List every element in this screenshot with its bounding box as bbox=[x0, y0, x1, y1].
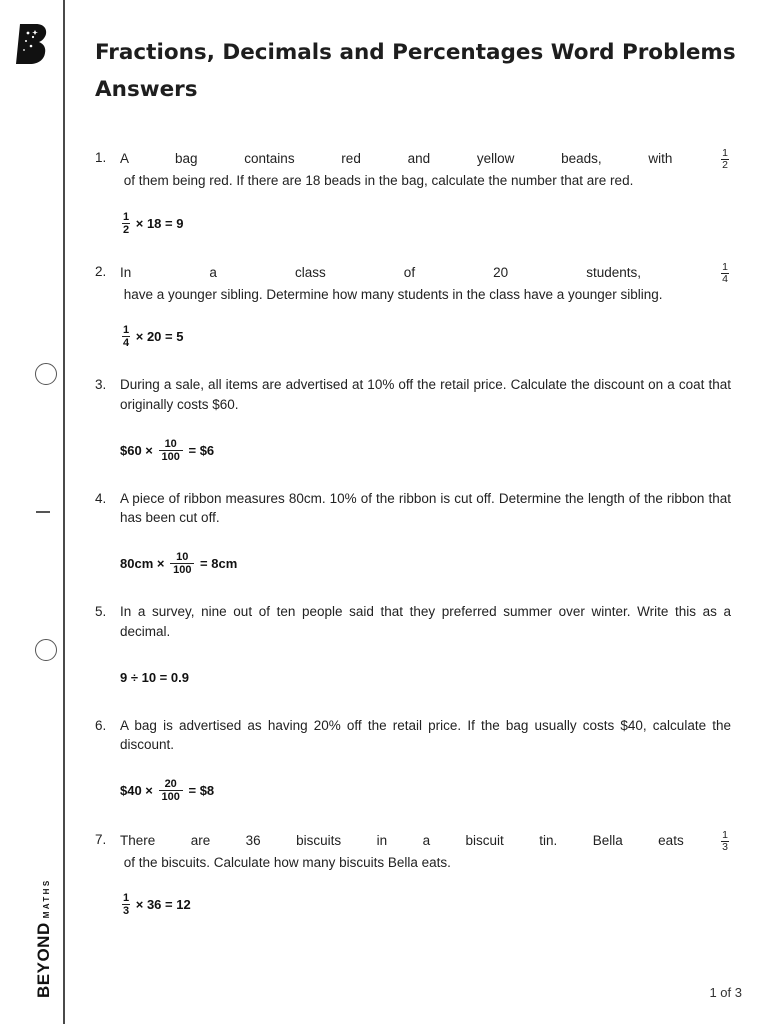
brand-sub: MATHS bbox=[42, 878, 51, 919]
problem-number: 5. bbox=[95, 604, 107, 620]
problem-4 bbox=[95, 489, 735, 603]
problem-answer: 9 ÷ 10 = 0.9 bbox=[120, 669, 189, 685]
problem-question: A bag is advertised as having 20% off the retail price. If the bag usually costs $40, calculate the discount. bbox=[120, 717, 731, 753]
problem-5 bbox=[95, 602, 735, 716]
problem-question: In a class of 20 students, $\frac{1}{4}$ have a younger sibling. Determine how many students in the class have a younger sibling. bbox=[120, 260, 728, 302]
problem-7 bbox=[95, 830, 735, 944]
problem-list bbox=[95, 148, 735, 943]
problem-question: There are 36 biscuits in a biscuit tin. Bella eats $\frac{1}{3}$ of the biscuits. Calculate how many biscuits Bella eats. bbox=[120, 828, 728, 870]
problem-number: 1. bbox=[95, 150, 107, 165]
page-number: 1 of 3 bbox=[709, 985, 742, 1000]
problem-6 bbox=[95, 716, 735, 830]
answer-fraction: $\frac{1}{3}$ bbox=[123, 892, 130, 918]
problem-number: 3. bbox=[95, 377, 107, 393]
answer-fraction: $\frac{10}{100}$ bbox=[159, 438, 183, 463]
problem-answer: $\frac{1}{4}$ × 20 = 5 bbox=[123, 324, 184, 350]
answer-fraction: $\frac{10}{100}$ bbox=[170, 551, 194, 576]
question-fraction: $\frac{1}{3}$ bbox=[722, 828, 728, 853]
question-fraction: $\frac{1}{2}$ bbox=[722, 147, 728, 171]
problem-question: In a survey, nine out of ten people said that they preferred summer over winter. Write this as a decimal. bbox=[120, 604, 731, 639]
answer-fraction: $\frac{1}{4}$ bbox=[123, 324, 130, 350]
problem-2 bbox=[95, 262, 735, 376]
problem-3 bbox=[95, 375, 735, 489]
problem-number: 4. bbox=[95, 490, 107, 506]
problem-number: 2. bbox=[95, 263, 107, 279]
problem-question: A piece of ribbon measures 80cm. 10% of the ribbon is cut off. Determine the length of the ribbon that has been cut off. bbox=[120, 490, 731, 526]
problem-number: 6. bbox=[95, 717, 107, 733]
problem-question: During a sale, all items are advertised at 10% off the retail price. Calculate the discount on a coat that originally costs $60. bbox=[120, 377, 731, 412]
answer-fraction: $\frac{20}{100}$ bbox=[159, 778, 183, 803]
problem-question: A bag contains red and yellow beads, with $\frac{1}{2}$ of them being red. If there are 18 beads in the bag, calculate the number that are red. bbox=[120, 147, 728, 188]
problem-number: 7. bbox=[95, 831, 107, 847]
brand-name: BEYOND bbox=[34, 922, 53, 998]
answer-fraction: $\frac{1}{2}$ bbox=[123, 210, 130, 236]
question-fraction: $\frac{1}{4}$ bbox=[722, 260, 728, 285]
problem-answer: 80cm × $\frac{10}{100}$ = 8cm bbox=[120, 551, 238, 577]
brand-wordmark bbox=[34, 878, 54, 998]
page-title: Fractions, Decimals and Percentages Word Problems Answers bbox=[95, 40, 736, 102]
problem-answer: $40 × $\frac{20}{100}$ = $8 bbox=[120, 778, 215, 804]
problem-answer: $\frac{1}{2}$ × 18 = 9 bbox=[123, 210, 184, 236]
brand-sidebar bbox=[0, 0, 70, 1024]
problem-1 bbox=[95, 148, 735, 262]
problem-answer: $\frac{1}{3}$ × 36 = 12 bbox=[123, 892, 191, 918]
problem-answer: $60 × $\frac{10}{100}$ = $6 bbox=[120, 437, 215, 463]
